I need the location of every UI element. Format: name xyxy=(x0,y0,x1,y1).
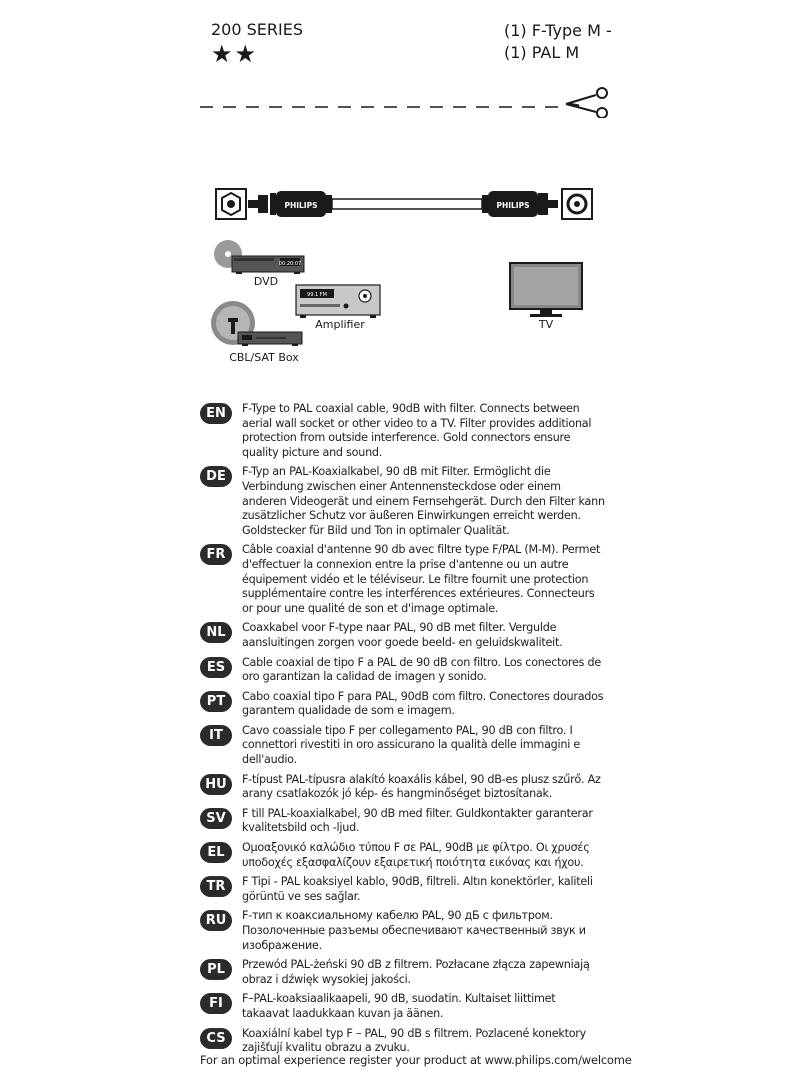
tv-label: TV xyxy=(538,318,554,331)
lang-text-pl: Przewód PAL-żeński 90 dB z filtrem. Pozłacane złącza zapewniają obraz i dźwięk wysokiej jakości. xyxy=(242,958,590,986)
lang-text-nl: Coaxkabel voor F-type naar PAL, 90 dB met filter. Vergulde aansluitingen zorgen voor goede beeld- en geluidskwaliteit. xyxy=(242,621,563,649)
lang-badge-tr: TR xyxy=(200,876,232,897)
lang-badge-pt: PT xyxy=(200,691,232,712)
amplifier-label: Amplifier xyxy=(315,318,365,331)
lang-badge-it: IT xyxy=(200,725,232,746)
plug-brand-right: PHILIPS xyxy=(496,201,530,210)
lang-block-en xyxy=(200,402,605,460)
lang-text-pt: Cabo coaxial tipo F para PAL, 90dB com filtro. Conectores dourados garantem qualidade de som e imagem. xyxy=(242,689,604,718)
lang-badge-el: EL xyxy=(200,842,232,863)
lang-block-pt xyxy=(200,690,605,719)
tv-icon xyxy=(510,263,582,317)
lang-text-es: Cable coaxial de tipo F a PAL de 90 dB con filtro. Los conectores de oro garantizan la calidad de imagen y sonido. xyxy=(242,655,602,684)
lang-block-sv xyxy=(200,807,605,836)
lang-block-ru xyxy=(200,909,605,953)
lang-text-en: F-Type to PAL coaxial cable, 90dB with filter. Connects between aerial wall socket or other video to a TV. Filter provides additional protection from outside interference. Gold connectors ensure quality picture and sound. xyxy=(242,402,592,459)
scissors-icon xyxy=(566,88,607,118)
lang-block-tr xyxy=(200,875,605,904)
lang-block-cs xyxy=(200,1027,605,1056)
rating-stars: ★★ xyxy=(211,40,259,68)
pal-socket-icon xyxy=(562,189,592,219)
cut-line xyxy=(200,84,610,118)
dvd-display: 00:20:07 xyxy=(278,261,302,267)
lang-badge-nl: NL xyxy=(200,622,232,643)
lang-badge-fr: FR xyxy=(200,544,232,565)
product-type-line-2: (1) PAL M xyxy=(504,43,580,62)
lang-text-tr: F Tipi - PAL koaksiyel kablo, 90dB, filtreli. Altın konektörler, kaliteli görüntü ve ses sağlar. xyxy=(242,875,593,903)
amp-display: 99.1 FM xyxy=(307,292,327,298)
lang-badge-fi: FI xyxy=(200,993,232,1014)
lang-text-fr: Câble coaxial d'antenne 90 db avec filtre type F/PAL (M-M). Permet d'effectuer la connexion entre la prise d'antenne ou un autre équipement vidéo et le téléviseur. Le filtre fournit une protection supplémentaire contre les interférences extérieures. Connecteurs or pour une qualité de son et d'image optimale. xyxy=(242,543,601,615)
lang-badge-pl: PL xyxy=(200,959,232,980)
language-descriptions xyxy=(200,402,605,1061)
lang-text-el: Ομοαξονικό καλώδιο τύπου F σε PAL, 90dB με φίλτρο. Οι χρυσές υποδοχές εξασφαλίζουν εξαιρετική ποιότητα εικόνας και ήχου. xyxy=(242,841,590,869)
amplifier-icon xyxy=(296,285,380,318)
lang-block-de xyxy=(200,465,605,538)
connection-diagram xyxy=(200,180,610,370)
lang-badge-es: ES xyxy=(200,657,232,678)
f-type-socket-icon xyxy=(216,189,246,219)
lang-text-fi: F–PAL-koaksiaalikaapeli, 90 dB, suodatin. Kultaiset liittimet takaavat laadukkaan kuvan ja äänen. xyxy=(242,992,556,1020)
lang-badge-de: DE xyxy=(200,466,232,487)
lang-block-el xyxy=(200,841,605,870)
lang-badge-cs: CS xyxy=(200,1028,232,1049)
plug-brand-left: PHILIPS xyxy=(284,201,318,210)
lang-badge-sv: SV xyxy=(200,808,232,829)
registration-footer: For an optimal experience register your product at www.philips.com/welcome xyxy=(200,1053,632,1067)
lang-block-es xyxy=(200,656,605,685)
lang-block-pl xyxy=(200,958,605,987)
lang-block-fi xyxy=(200,992,605,1021)
product-type xyxy=(504,20,612,64)
lang-text-sv: F till PAL-koaxialkabel, 90 dB med filter. Guldkontakter garanterar kvalitetsbild och -ljud. xyxy=(242,806,593,835)
lang-badge-ru: RU xyxy=(200,910,232,931)
lang-badge-en: EN xyxy=(200,403,232,424)
lang-text-it: Cavo coassiale tipo F per collegamento PAL, 90 dB con filtro. I connettori rivestiti in oro assicurano la qualità delle immagini e dell'audio. xyxy=(242,723,581,767)
lang-block-fr xyxy=(200,543,605,616)
lang-block-it xyxy=(200,724,605,768)
lang-badge-hu: HU xyxy=(200,774,232,795)
lang-block-hu xyxy=(200,773,605,802)
coaxial-cable xyxy=(332,199,482,209)
cbl-sat-label: CBL/SAT Box xyxy=(229,351,299,364)
series-title: 200 SERIES xyxy=(211,20,303,39)
lang-block-nl xyxy=(200,621,605,650)
dvd-player-icon xyxy=(214,240,304,274)
dvd-label: DVD xyxy=(253,275,279,288)
product-type-line-1: (1) F-Type M - xyxy=(504,21,612,40)
lang-text-ru: F-тип к коаксиальному кабелю PAL, 90 дБ с фильтром. Позолоченные разъемы обеспечивают качественный звук и изображение. xyxy=(242,909,586,952)
lang-text-de: F-Typ an PAL-Koaxialkabel, 90 dB mit Filter. Ermöglicht die Verbindung zwischen einer Antennensteckdose oder einem anderen Videogerät und einem Fernsehgerät. Durch den Filter kann zusätzlicher Schutz vor äußeren Einwirkungen erreicht werden. Goldstecker für Bild und Ton in optimaler Qualität. xyxy=(242,465,605,537)
lang-text-cs: Koaxiální kabel typ F – PAL, 90 dB s filtrem. Pozlacené konektory zajišťují kvalitu obrazu a zvuku. xyxy=(242,1026,587,1055)
cbl-sat-box-icon xyxy=(238,332,302,346)
lang-text-hu: F-típust PAL-típusra alakító koaxális kábel, 90 dB-es plusz szűrő. Az arany csatlakozók jó kép- és hangminőséget biztosítanak. xyxy=(242,772,601,801)
